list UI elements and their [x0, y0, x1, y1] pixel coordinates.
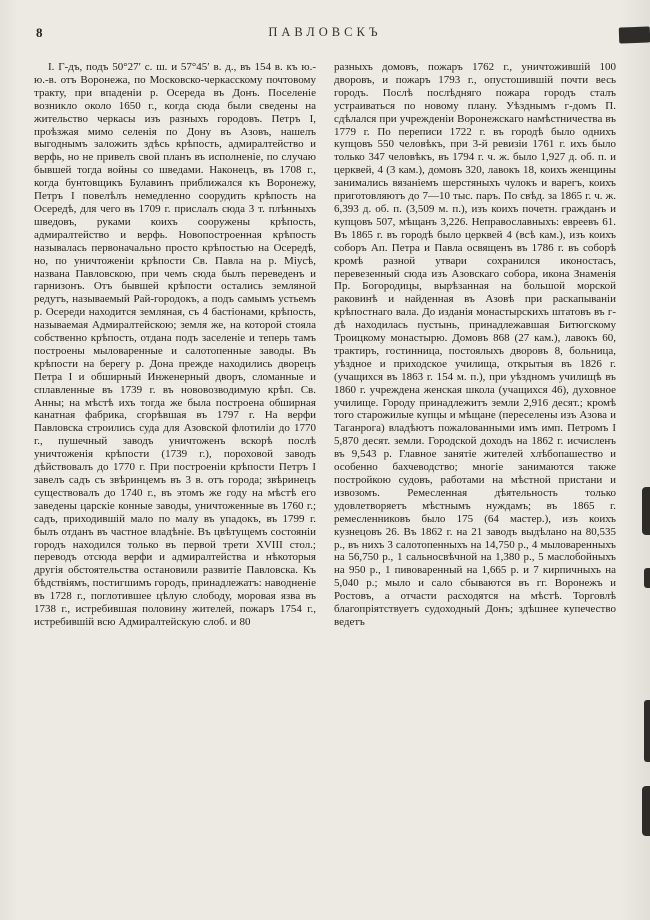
page-title: ПАВЛОВСКЪ [268, 25, 382, 39]
scan-artifact [642, 487, 650, 535]
page-number: 8 [36, 25, 43, 40]
page-header [0, 0, 650, 49]
scan-artifact [619, 26, 650, 43]
text-columns [0, 49, 650, 901]
text-column-left: І. Г-дъ, подъ 50°27′ с. ш. и 57°45′ в. д., въ 154 в. къ ю.-ю.-в. отъ Воронежа, по Московско-черкасскому почтовому тракту, при впаденіи р. Осереда въ Донъ. Поселеніе возникло около 1650 г., когда сюда были сведены на жительство черкасы изъ разныхъ городовъ. Петръ I, проѣзжая мимо селенія по Дону въ Азовъ, нашелъ выгоднымъ заложить здѣсь крѣпость, адмиралтейство и верфь, но не привелъ свой планъ въ исполненіе, по случаю бывшей тогда войны со шведами. Наконецъ, въ 1708 г., когда бунтовщикъ Булавинъ приближался къ Воронежу, Петръ I повелѣлъ немедленно соорудить крѣпость на Осередѣ, для чего въ 1709 г. прислалъ сюда 3 т. плѣнныхъ шведовъ, руками коихъ сооружены крѣпость, адмиралтейство и верфь. Новопостроенная крѣпость называлась первоначально просто крѣпостью на Осередѣ, но, по уничтоженіи крѣпости Св. Павла на р. Міусѣ, названа Павловскою, при чемъ сюда былъ переведенъ и гарнизонъ. Отъ бывшей крѣпости остались земляной редутъ, называемый Рай-городокъ, а подъ самымъ устьемъ р. Осереди находится земляная, съ 4 бастіонами, крѣпость, называемая Адмиралтейскою; земля же, на которой стояла собственно крѣпость, отдана подъ заселеніе и теперь тамъ построены мыловаренные и салотопенные заводы. Въ крѣпости на берегу р. Дона прежде находились дворецъ Петра I и обширный Инженерный дворъ, сломанные и сплавленные въ 1739 г. въ нововозводимую крѣп. Св. Анны; на мѣстѣ ихъ тогда же была построена обширная канатная фабрика, сгорѣвшая въ 1797 г. На верфи Павловска строились суда для Азовской флотиліи до 1770 г., пушечный заводъ уничтоженъ вскорѣ послѣ уничтоженія крѣпости (1739 г.), пороховой заводъ дѣйствовалъ до 1770 г. При построеніи крѣпости Петръ I завелъ садъ съ звѣринцемъ въ 3 в. отъ города; звѣринецъ существовалъ до 1740 г., въ этомъ же году на мѣстѣ его заведены царскіе конные заводы, уничтоженные въ 1760 г.; садъ, приходившій мало по малу въ упадокъ, въ 1799 г. былъ отданъ въ частное владѣніе. Въ цвѣтущемъ состояніи городъ находился только въ первой трети XVIII стол.; переводъ отсюда верфи и адмиралтейства и нѣкоторыя другія обстоятельства остановили развитіе Павловска. Къ бѣдствіямъ, постигшимъ городъ, принадлежатъ: наводненіе въ 1728 г., поглотившее цѣлую слободу, моровая язва въ 1738 г., истребившая половину жителей, пожаръ 1754 г., истребившій всю Адмиралтейскую слоб. и 80 [34, 61, 316, 628]
text-column-right: разныхъ домовъ, пожаръ 1762 г., уничтожившій 100 дворовъ, и пожаръ 1793 г., опустошившій почти весь городъ. Послѣ послѣдняго пожара городъ сталъ устраиваться по новому плану. Уѣзднымъ г-домъ П. сдѣлался при учрежденіи Воронежскаго намѣстничества въ 1779 г. По переписи 1722 г. въ городѣ было однихъ купцовъ 550 человѣкъ, при 3-й ревизіи 1761 г. ихъ было только 347 человѣкъ, въ 1794 г. ч. ж. было 1,927 д. об. п. и церквей, 4 (3 кам.), домовъ 320, лавокъ 18, коихъ женщины занимались вязаніемъ шерстяныхъ чулокъ и варегъ, коихъ приготовляютъ до 7—10 тыс. паръ. По свѣд. за 1865 г. ч. ж. 6,393 д. об. п. (3,509 м. п.), изъ коихъ почетн. гражданъ и купцовъ 507, мѣщанъ 3,226. Неправославныхъ: евреевъ 61. Въ 1865 г. въ городѣ было церквей 4 (всѣ кам.), изъ коихъ соборъ Ап. Петра и Павла освященъ въ 1786 г. въ соборѣ кромѣ разной утвари сохранился иконостасъ, перевезенный сюда изъ Азовскаго собора, икона Знаменія Пр. Богородицы, вырѣзанная на большой морской раковинѣ и найденная въ Азовѣ при раскапываніи крѣпостнаго вала. До изданія монастырскихъ штатовъ въ г-дѣ находилась пустынь, принадлежавшая Битюгскому Троицкому монастырю. Домовъ 868 (27 кам.), лавокъ 60, трактиръ, гостинница, постоялыхъ дворовъ 8, больница, уѣздное и приходское училища, открытыя въ 1826 г. (учащихся въ 1863 г. 154 м. п.), при уѣздномъ училищѣ въ 1860 г. учреждена женская школа (учащихся 46), духовное училище. Городу принадлежитъ земли 2,916 десят.; кромѣ того старожилые купцы и мѣщане (переселены изъ Азова и Таганрога) владѣютъ пожалованными имъ имп. Петромъ I 5,870 десят. земли. Городской доходъ на 1862 г. исчисленъ въ 9,543 р. Главное занятіе жителей хлѣбопашество и особенно бахчеводство; многіе занимаются также постройкою судовъ, работами на мѣстной пристани и извозомъ. Ремесленная дѣятельность только удовлетворяетъ мѣстнымъ нуждамъ; въ 1865 г. ремесленниковъ было 175 (64 мастер.), изъ коихъ кузнецовъ 26. Въ 1862 г. на 21 заводъ выдѣлано на 80,535 р., въ нихъ 3 салотопенныхъ на 14,750 р., 4 мыловаренныхъ на 56,750 р., 1 сальносвѣчной на 1,380 р., 5 маслобойныхъ на 950 р., 1 пивоваренный на 1,665 р. и 7 кирпичныхъ на 5,040 р.; мыло и сало сбываются въ гг. Воронежъ и Ростовъ, а отчасти расходятся на мѣстѣ. Торговлѣ благопріятствуетъ судоходный Донъ; здѣшнее купечество ведетъ [334, 61, 616, 628]
scan-artifact [642, 786, 650, 836]
scan-artifact [644, 568, 650, 588]
scan-artifact [644, 700, 650, 762]
